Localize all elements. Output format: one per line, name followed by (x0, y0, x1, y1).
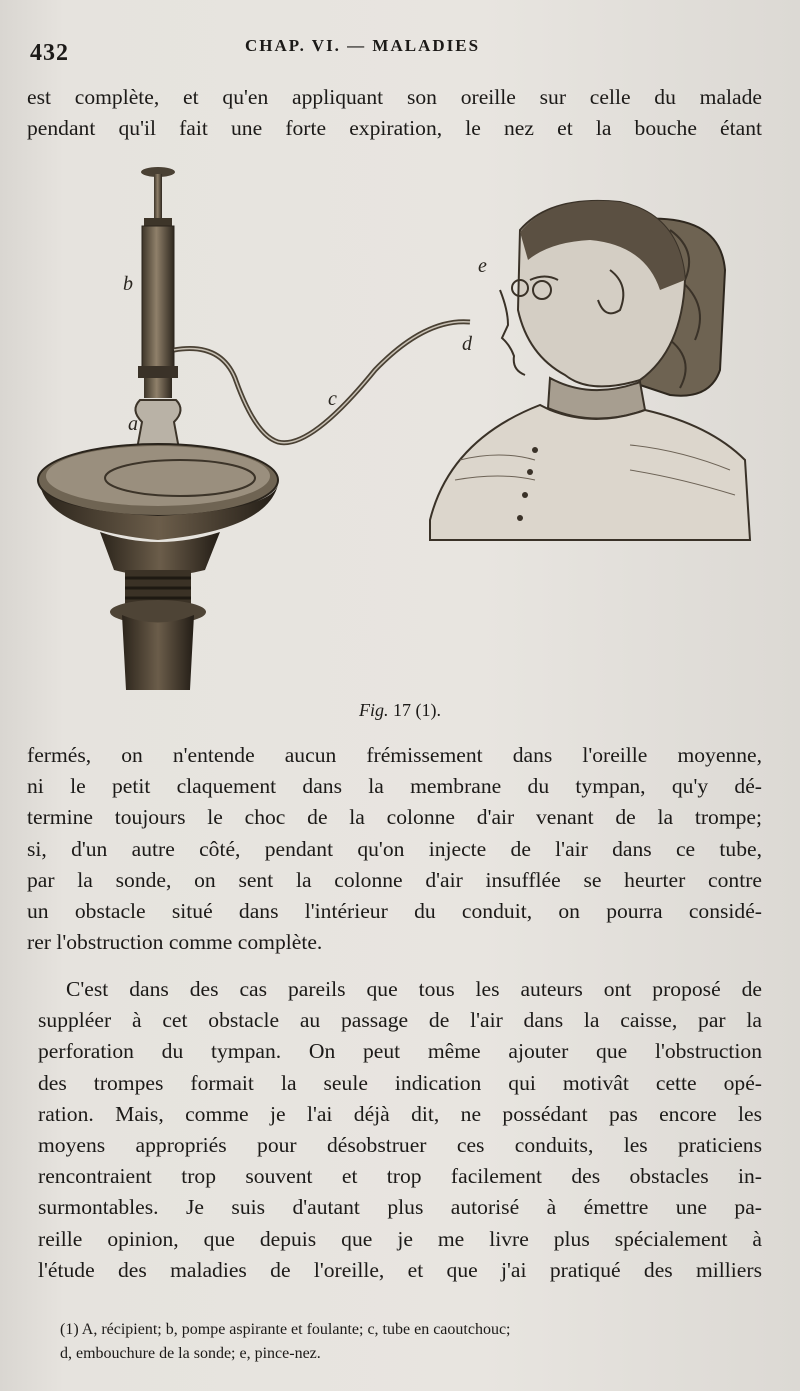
label-e: e (478, 255, 487, 277)
page-number: 432 (30, 40, 69, 66)
text-line: perforation du tympan. On peut même ajouter que l'obstruction (38, 1039, 762, 1064)
text-line: suppléer à cet obstacle au passage de l'air dans la caisse, par la (38, 1008, 762, 1033)
page-header (30, 36, 770, 66)
text-line: si, d'un autre côté, pendant qu'on injecte de l'air dans ce tube, (27, 836, 762, 861)
apparatus-engraving (30, 160, 770, 700)
label-d: d (462, 333, 472, 355)
paragraph-2 (38, 974, 762, 1286)
caption-prefix: Fig. (359, 700, 389, 720)
text-line: un obstacle situé dans l'intérieur du conduit, on pourra considé- (27, 898, 762, 923)
text-line: C'est dans des cas pareils que tous les auteurs ont proposé de (66, 977, 762, 1001)
label-b: b (123, 273, 133, 295)
pump (138, 167, 178, 398)
text-line: rer l'obstruction comme complète. (27, 930, 323, 955)
figure-caption (0, 700, 800, 721)
footnote (60, 1318, 770, 1366)
text-line: ration. Mais, comme je l'ai déjà dit, ne possédant pas encore les (38, 1101, 762, 1126)
label-c: c (328, 388, 337, 410)
text-line: ni le petit claquement dans la membrane du tympan, qu'y dé- (27, 774, 762, 799)
patient (430, 201, 750, 540)
top-text (27, 82, 762, 144)
text-line: reille opinion, que depuis que je me livre plus spécialement à (38, 1226, 762, 1251)
table (38, 444, 278, 690)
text-line: pendant qu'il fait une forte expiration, le nez et la bouche étant (27, 116, 762, 141)
text-line: surmontables. Je suis d'autant plus autorisé à émettre une pa- (38, 1195, 762, 1220)
text-line: par la sonde, on sent la colonne d'air insufflée se heurter contre (27, 867, 762, 892)
text-line: rencontraient trop souvent et trop facilement des obstacles in- (38, 1164, 762, 1189)
footnote-line: (1) A, récipient; b, pompe aspirante et foulante; c, tube en caoutchouc; (60, 1321, 511, 1338)
text-line: moyens appropriés pour désobstruer ces conduits, les praticiens (38, 1132, 762, 1157)
label-a: a (128, 413, 138, 435)
text-line: termine toujours le choc de la colonne d'air venant de la trompe; (27, 805, 762, 830)
text-line: l'étude des maladies de l'oreille, et que j'ai pratiqué des milliers (38, 1257, 762, 1282)
footnote-line: d, embouchure de la sonde; e, pince-nez. (60, 1345, 321, 1362)
running-head: CHAP. VI. — MALADIES (245, 36, 481, 55)
text-line: est complète, et qu'en appliquant son oreille sur celle du malade (27, 85, 762, 109)
figure-illustration (30, 160, 770, 700)
text-line: fermés, on n'entende aucun frémissement dans l'oreille moyenne, (27, 743, 762, 767)
paragraph-1 (27, 740, 762, 958)
text-line: des trompes formait la seule indication qui motivât cette opé- (38, 1070, 762, 1095)
caption-number: 17 (1). (393, 700, 441, 720)
